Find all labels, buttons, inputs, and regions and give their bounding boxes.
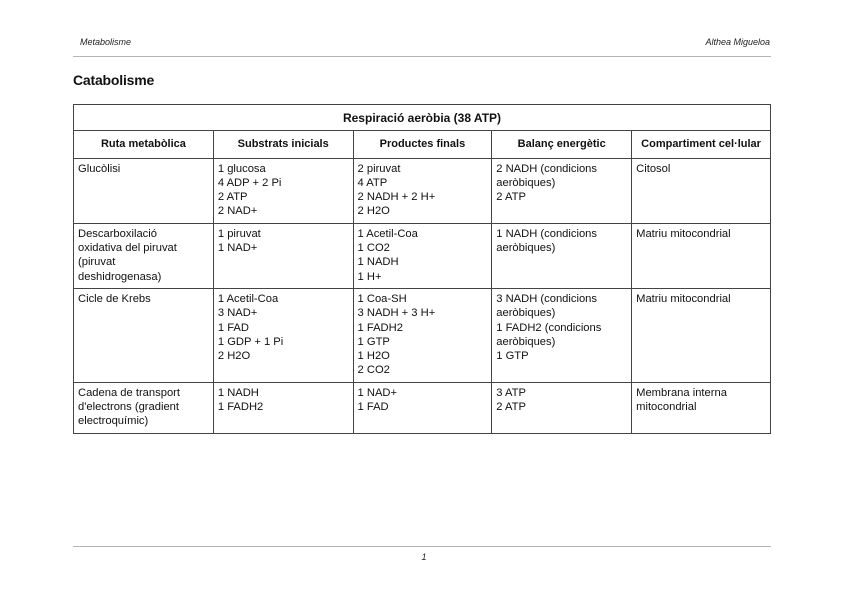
cell-line: 2 ATP (496, 191, 526, 204)
table-caption: Respiració aeròbia (38 ATP) (74, 105, 771, 131)
cell-line: 1 NADH (357, 256, 399, 269)
cell-line: 1 piruvat (217, 227, 261, 240)
cell-line: 1 Acetil-Coa (357, 227, 418, 240)
cell-line: 2 NADH + 2 H+ (357, 191, 436, 204)
header-divider (73, 56, 771, 57)
cell-line: 4 ATP (357, 176, 388, 189)
table-row (74, 223, 771, 288)
table-row (74, 382, 771, 433)
cell-line: 2 NADH (condicions (496, 162, 597, 175)
cell-line: Membrana interna (636, 386, 727, 399)
cell-cell-compartment (632, 158, 771, 223)
cell-final-products (353, 288, 492, 382)
cell-line: aeròbiques) (496, 176, 556, 189)
cell-line: Glucòlisi (78, 162, 121, 175)
section-title: Catabolisme (73, 72, 155, 88)
cell-initial-substrates (213, 382, 353, 433)
column-header: Ruta metabòlica (74, 131, 214, 158)
column-header: Substrats inicials (213, 131, 353, 158)
cell-line: Citosol (636, 162, 671, 175)
cell-line: Cadena de transport (78, 386, 180, 399)
page-number: 1 (421, 552, 427, 562)
cell-line: aeròbiques) (496, 307, 556, 320)
cell-line: 1 FAD (217, 321, 249, 334)
cell-line: 3 NAD+ (217, 307, 258, 320)
cell-line: 1 H2O (357, 350, 390, 363)
cell-energy-balance (492, 158, 632, 223)
cell-line: 1 FADH2 (condicions (496, 321, 602, 334)
cell-line: 1 FADH2 (217, 401, 264, 414)
cell-line: Descarboxilació (78, 227, 157, 240)
cell-line: 1 glucosa (217, 162, 266, 175)
cell-line: Matriu mitocondrial (636, 227, 731, 240)
cell-line: 1 GTP (496, 350, 529, 363)
cell-line: 1 NADH (217, 386, 259, 399)
cell-line: Cicle de Krebs (78, 292, 151, 305)
cell-line: Matriu mitocondrial (636, 292, 731, 305)
cell-line: 1 FADH2 (357, 321, 403, 334)
cell-line: 1 NAD+ (357, 386, 398, 399)
cell-line: 2 CO2 (357, 364, 390, 377)
cell-line: 1 CO2 (357, 242, 390, 255)
cell-line: electroquímic) (78, 415, 149, 428)
cell-line: 2 ATP (217, 191, 248, 204)
cell-pathway (74, 382, 214, 433)
cell-line: 1 GDP + 1 Pi (217, 335, 284, 348)
cell-cell-compartment (632, 382, 771, 433)
cell-energy-balance (492, 382, 632, 433)
cell-line: d'electrons (gradient (78, 401, 180, 414)
cell-line: 1 Coa-SH (357, 292, 407, 305)
cell-line: 1 NADH (condicions (496, 227, 597, 240)
cell-final-products (353, 382, 492, 433)
cell-line: 4 ADP + 2 Pi (217, 176, 282, 189)
respiration-table (73, 104, 771, 434)
cell-line: 1 NAD+ (217, 242, 258, 255)
header-author: Althea Migueloa (705, 37, 770, 47)
cell-line: 3 NADH (condicions (496, 292, 597, 305)
cell-line: 1 FAD (357, 401, 389, 414)
cell-pathway (74, 288, 214, 382)
cell-energy-balance (492, 223, 632, 288)
cell-line: aeròbiques) (496, 335, 556, 348)
table-row (74, 288, 771, 382)
cell-line: 1 H+ (357, 270, 382, 283)
cell-line: 3 NADH + 3 H+ (357, 307, 436, 320)
cell-pathway (74, 223, 214, 288)
column-header: Balanç energètic (492, 131, 632, 158)
table-row (74, 158, 771, 223)
cell-energy-balance (492, 288, 632, 382)
cell-initial-substrates (213, 158, 353, 223)
cell-initial-substrates (213, 288, 353, 382)
column-header: Compartiment cel·lular (632, 131, 771, 158)
cell-line: 3 ATP (496, 386, 526, 399)
cell-line: aeròbiques) (496, 242, 556, 255)
cell-line: (piruvat (78, 256, 116, 269)
cell-line: 2 H2O (357, 205, 390, 218)
cell-pathway (74, 158, 214, 223)
header-document-title: Metabolisme (80, 37, 132, 47)
cell-line: 2 piruvat (357, 162, 401, 175)
cell-final-products (353, 158, 492, 223)
cell-cell-compartment (632, 223, 771, 288)
cell-line: oxidativa del piruvat (78, 242, 177, 255)
table-header-row (74, 131, 771, 158)
column-header: Productes finals (353, 131, 492, 158)
cell-line: 2 H2O (217, 350, 251, 363)
cell-final-products (353, 223, 492, 288)
cell-line: mitocondrial (636, 401, 697, 414)
footer-divider (73, 546, 771, 547)
cell-line: deshidrogenasa) (78, 270, 162, 283)
cell-line: 1 Acetil-Coa (217, 292, 279, 305)
cell-initial-substrates (213, 223, 353, 288)
cell-cell-compartment (632, 288, 771, 382)
cell-line: 1 GTP (357, 335, 390, 348)
cell-line: 2 NAD+ (217, 205, 258, 218)
cell-line: 2 ATP (496, 401, 526, 414)
